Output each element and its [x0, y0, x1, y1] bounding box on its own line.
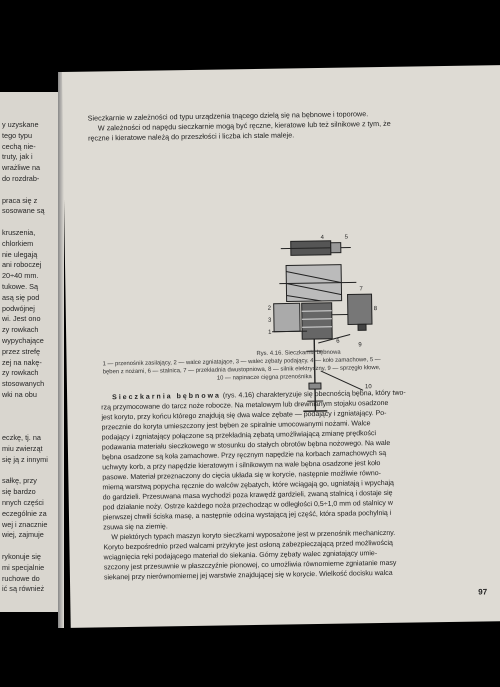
body-line-16: Koryto bezpośrednio przed walcami przykryte jest osłoną zabezpieczającą przed możliwością: [103, 539, 393, 552]
body-line-1-text: (rys. 4.16) charakteryzuje się obecnością bębna, który two-: [220, 389, 406, 400]
left-page-fragment: [0, 92, 62, 612]
fig-label-9: 9: [358, 342, 362, 349]
body-line-10: miemą warstwą popycha ręcznie do walców zębatych, które wciągają go, ugniatają i wpychają: [102, 479, 394, 492]
figure-caption-title: Rys. 4.16. Sieczkarnia bębnowa: [256, 349, 341, 357]
left-page-line: wypychające: [2, 336, 44, 345]
main-page: [62, 65, 500, 628]
body-line-13: pierwszej chwili ściska masę, a następnie odcina wystającą jej część, która spada pochylnią i: [102, 509, 392, 522]
body-line-17: wciągnięcia ręki podającego materiał do siekania. Górny zębaty walec zgniatający umie-: [103, 550, 378, 562]
left-page-line: sosowane są: [2, 206, 45, 216]
fig-label-10: 10: [364, 384, 372, 391]
figure-caption-line-3: 10 — napinacze cięgna przenośnika: [216, 374, 312, 382]
section-heading: Sieczkarnia bębnowa: [112, 392, 221, 402]
left-page-line: się bardzo: [2, 487, 36, 497]
body-line-15: W piektórych typach maszyn koryto sieczkarni wyposażone jest w przenośnik mechaniczny.: [111, 529, 396, 542]
left-page-line: ić są również: [2, 584, 45, 594]
left-page-line: zej na nakę-: [2, 357, 42, 367]
body-line-19: siekanej przy nierównomiernej jej warstwie znajdującej się w korycie. Wielkość docisku walca: [103, 569, 393, 582]
left-page-line: ani roboczej: [2, 260, 42, 270]
body-line-12: pod działanie noży. Ostrze każdego noża przechodząc w odległości 0,5÷1,0 mm od stalnicy w: [102, 499, 393, 512]
fig-label-6: 6: [336, 338, 340, 345]
figure-caption-line-1: 1 — przenośnik zasilający, 2 — walce zgniatające, 3 — walec zębaty podający, 4 — koło zamachowe, 5 —: [102, 357, 381, 368]
electric-motor: [348, 294, 372, 324]
bearing-top: [331, 243, 341, 253]
left-page-line: zy rowkach: [2, 368, 39, 378]
figure-caption-line-2: bęben z nożami, 6 — stalnica, 7 — przekładnia dwustopniowa, 8 — silnik elektryczny, 9 — sprzęgło kłowe,: [102, 365, 381, 376]
left-page-line: chlorkiem: [2, 238, 34, 248]
left-page-line: eczkę, tj. na: [2, 433, 41, 443]
feed-rollers: [274, 303, 300, 331]
body-line-9: pasowe. Materiał przeznaczony do cięcia układa się w korycie, następnie możliwie równo-: [102, 470, 381, 482]
intro-line-2: W zależności od napędu sieczkarnie mogą być ręczne, kieratowe lub też silnikowe z tym, że: [97, 118, 391, 133]
left-page-line: praca się z: [2, 195, 38, 205]
left-page-line: cechą nie-: [2, 141, 36, 151]
left-page-line: 20÷40 mm.: [2, 271, 39, 281]
left-page-line: mi specjalnie: [2, 562, 45, 572]
left-page-line: do rozdrab-: [2, 174, 40, 183]
fig-label-1: 1: [268, 329, 272, 336]
left-page-line: ruchowe do: [2, 573, 40, 583]
left-page-line: y uzyskane: [2, 120, 39, 129]
left-page-line: truty, jak i: [2, 152, 33, 162]
left-page-line: nnych części: [2, 498, 44, 507]
body-line-5: podający i zgniatający połączone są przekładnią zębatą umożliwiającą zmianę prędkości: [101, 430, 377, 442]
left-page-line: asą się pod: [2, 292, 40, 302]
left-page-line: sałkę, przy: [2, 476, 37, 486]
left-page-line: podwójnej: [2, 303, 35, 313]
intro-line-1: Sieczkarnie w zależności od typu urządzenia tnącego dzielą się na bębnowe i toporowe.: [87, 109, 369, 123]
left-page-line: kruszenia,: [2, 228, 36, 237]
body-line-14: zsuwa się na ziemię.: [103, 523, 168, 532]
left-page-line: rykonuje się: [2, 552, 41, 561]
left-page-line: zy rowkach: [2, 325, 39, 335]
left-page-line: tego typu: [2, 130, 33, 140]
body-line-6: podawania materiału sieczkowego w stosunku do stałych obrotów bębna nożowego. Na wale: [101, 439, 391, 452]
fig-label-4: 4: [320, 234, 325, 241]
left-page-line: przez strefę: [2, 346, 41, 356]
intro-line-3: ręczne i kieratowe należą do przeszłości i liczba ich stale maleje.: [87, 130, 295, 143]
body-line-18: szczony jest przesuwnie w płaszczyźnie pionowej, co umożliwia równomierne zgniatanie masy: [103, 559, 397, 572]
left-page-line: tukowe. Są: [2, 282, 39, 291]
fig-label-8: 8: [373, 306, 378, 313]
left-page-line: wej i znacznie: [2, 519, 48, 529]
body-line-7: bębna osadzone są koła zamachowe. Przy ręcznym napędzie na korbach zamachowych są: [102, 449, 387, 462]
body-line-2: rzą przymocowane do tarcz noże robocze. Na metalowym lub drewnianym stojaku osadzone: [101, 399, 389, 412]
conveyor-tensioner: [309, 383, 321, 389]
gear-block: [302, 303, 333, 339]
fig-label-5: 5: [344, 234, 349, 241]
body-line-8: uchwyty korb, a przy napędzie kieratowym i silnikowym na wale bębna osadzone jest koło: [102, 460, 381, 472]
left-page-line: stosowanych: [2, 379, 45, 389]
body-line-3: jest koryto, przy końcu którego znajdują się dwa walce zębate — podający i zgniatający. Po-: [101, 409, 387, 422]
left-page-line: wi. Jest ono: [2, 314, 41, 324]
left-page-line: wrażliwe na: [2, 163, 41, 173]
fig-label-7: 7: [359, 286, 363, 293]
body-line-11: do gardzieli. Przesuwana masa wychodzi poza krawędź gardzieli, zwaną stalnicą i dostaje się: [102, 489, 393, 502]
fig-label-2: 2: [267, 305, 272, 312]
fig-label-3: 3: [267, 317, 272, 324]
left-page-line: nie ulegają: [2, 249, 38, 259]
left-page-line: się ją z innymi: [2, 454, 48, 464]
left-page-line: eczególnie za: [2, 508, 47, 518]
body-line-4: przecznie do koryta umieszczony jest bęben ze spiralnie umocowanymi nożami. Walce: [101, 420, 371, 432]
left-page-line: wiej, zajmuje: [2, 530, 44, 540]
page-number: 97: [478, 587, 488, 597]
left-page-line: wki na obu: [2, 390, 37, 399]
left-page-line: miu zwierząt: [2, 444, 43, 453]
